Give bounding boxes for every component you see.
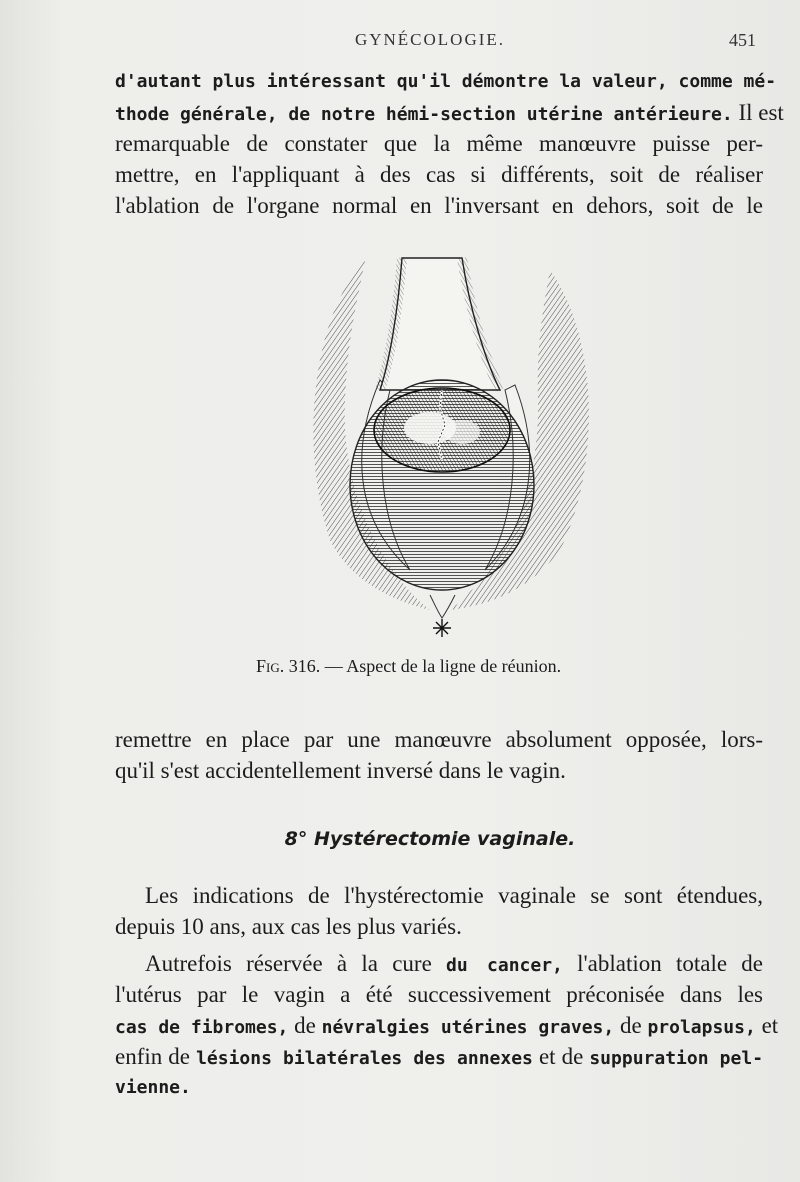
paragraph-mid	[115, 724, 763, 786]
caption-number: 316.	[288, 656, 321, 676]
figure-caption	[256, 656, 656, 677]
text-line	[115, 1041, 763, 1072]
running-head	[0, 30, 800, 56]
figure-illustration	[270, 250, 610, 640]
text-line: mettre, en l'appliquant à des cas si différents, soit de réaliser	[115, 162, 763, 187]
text-line: Les indications de l'hystérectomie vaginale se sont étendues,	[145, 883, 763, 908]
text-line	[115, 948, 763, 979]
text-line: qu'il s'est accidentellement inversé dans le vagin.	[115, 758, 566, 783]
paragraph-bottom	[115, 880, 779, 1103]
section-heading: 8° Hystérectomie vaginale.	[284, 828, 576, 850]
text-line: l'ablation de l'organe normal en l'inversant en dehors, soit de le	[115, 193, 763, 218]
text-run: et	[761, 1013, 779, 1038]
text-line	[115, 97, 784, 128]
text-line: l'utérus par le vagin a été successivement préconisée dans les	[115, 982, 763, 1007]
caption-label: Fig.	[256, 656, 285, 676]
text-line: depuis 10 ans, aux cas les plus variés.	[115, 914, 462, 939]
text-line: remettre en place par une manœuvre absolument opposée, lors-	[115, 727, 763, 752]
text-run: l'ablation totale de	[577, 951, 764, 976]
text-run: de	[619, 1013, 642, 1038]
text-line: d'autant plus intéressant qu'il démontre la valeur, comme mé-	[115, 71, 777, 92]
bold-phrase: suppuration pel-	[589, 1048, 764, 1069]
page-number: 451	[729, 30, 756, 50]
text-line: remarquable de constater que la même manœuvre puisse per-	[115, 131, 763, 156]
text-run: et de	[538, 1044, 584, 1069]
text-run: Il est	[732, 100, 784, 125]
bold-phrase: cas de fibromes,	[115, 1017, 289, 1038]
bold-phrase: prolapsus,	[647, 1017, 756, 1038]
engraving-image	[270, 250, 610, 640]
bold-phrase: névralgies utérines graves,	[321, 1017, 615, 1038]
paragraph-top	[115, 66, 784, 221]
bold-phrase: lésions bilatérales des annexes	[196, 1048, 533, 1069]
bold-phrase: du cancer,	[446, 955, 563, 976]
text-line	[115, 1010, 779, 1041]
text-run: Autrefois réservée à la cure	[145, 951, 432, 976]
running-title: GYNÉCOLOGIE.	[354, 30, 506, 49]
text-run: enfin de	[115, 1044, 191, 1069]
bold-phrase: thode générale, de notre hémi-section utérine antérieure.	[115, 104, 733, 125]
caption-text: — Aspect de la ligne de réunion.	[324, 656, 562, 676]
text-run: de	[294, 1013, 316, 1038]
text-line: vienne.	[115, 1077, 191, 1098]
